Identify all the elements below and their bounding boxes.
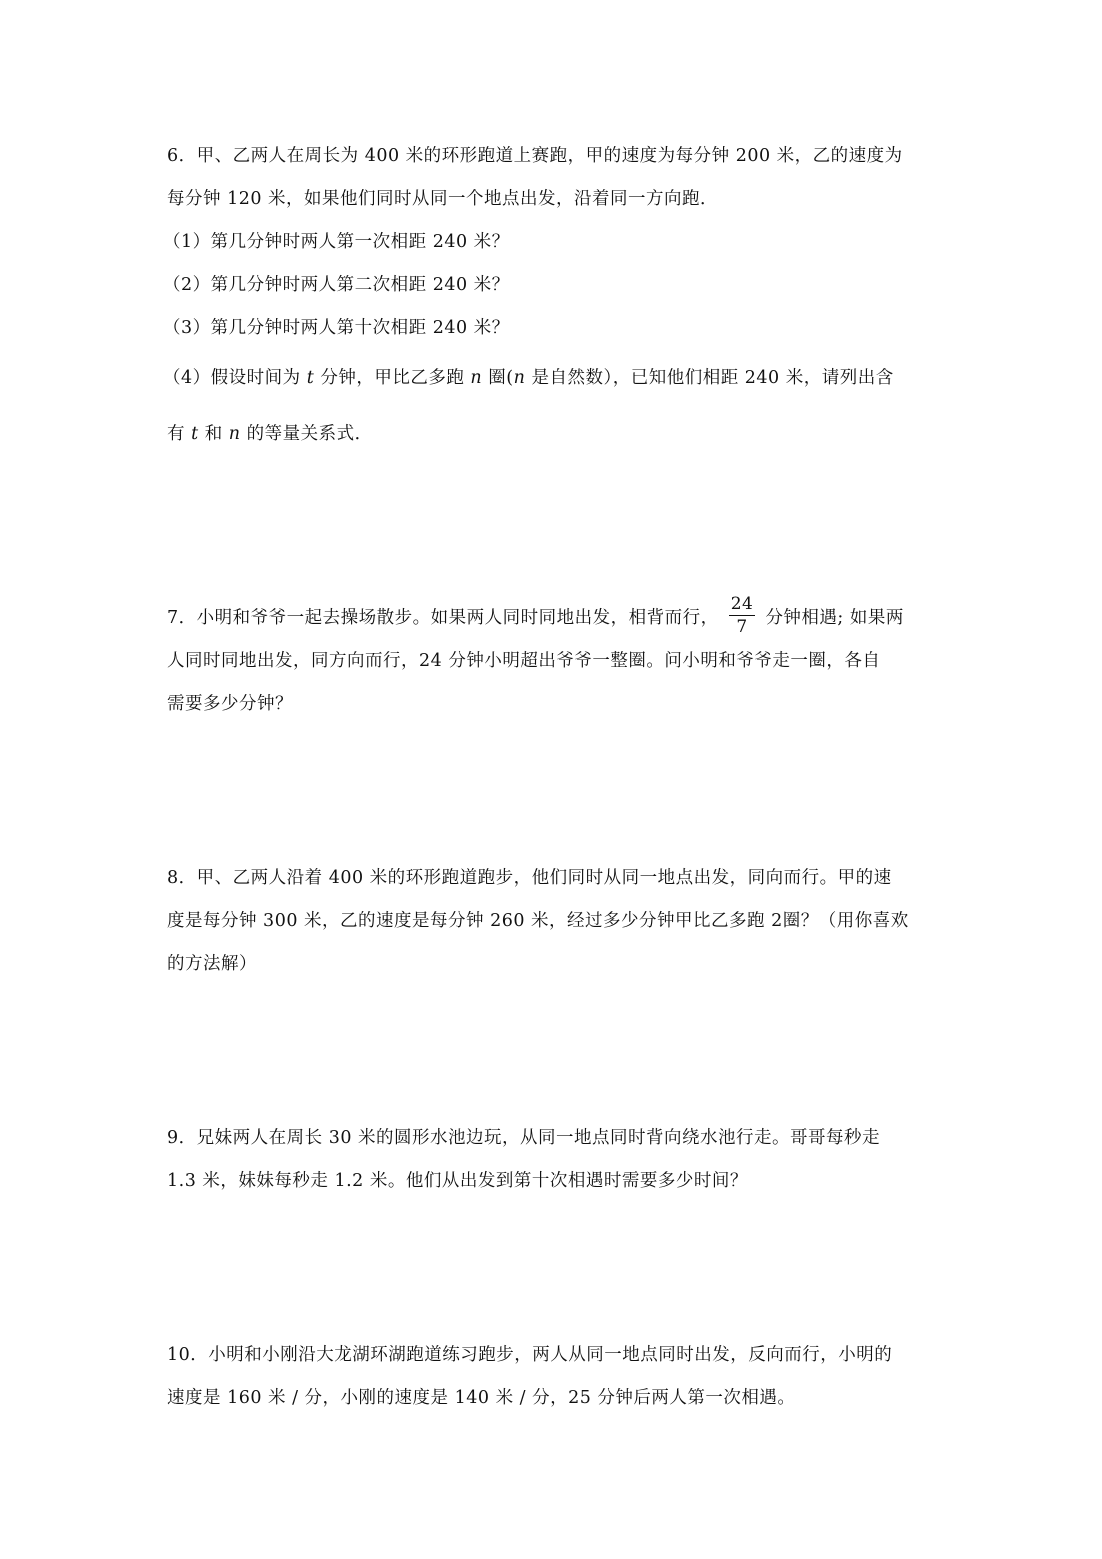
- q7-text-a: 7．小明和爷爷一起去操场散步。如果两人同时同地出发，相背而行，: [167, 608, 719, 628]
- q10-line-1: 10．小明和小刚沿大龙湖环湖跑道练习跑步，两人从同一地点同时出发，反向而行，小明的: [167, 1345, 893, 1365]
- q6-sub4-text-c: 圈(: [488, 368, 514, 388]
- q6-sub4-text-a: （4）假设时间为: [163, 368, 301, 388]
- variable-t: t: [191, 424, 199, 444]
- q10-line-2: 速度是 160 米 / 分，小刚的速度是 140 米 / 分，25 分钟后两人第一次相遇。: [167, 1388, 796, 1408]
- q8-line-2: 度是每分钟 300 米，乙的速度是每分钟 260 米，经过多少分钟甲比乙多跑 2圈？（用你喜欢: [167, 911, 909, 931]
- q8-line-3: 的方法解）: [167, 954, 257, 974]
- q8-line-1: 8．甲、乙两人沿着 400 米的环形跑道跑步，他们同时从同一地点出发，同向而行。甲的速: [167, 868, 892, 888]
- q7-text-b: 分钟相遇; 如果两: [765, 608, 904, 628]
- q9-line-1: 9．兄妹两人在周长 30 米的圆形水池边玩，从同一地点同时背向绕水池行走。哥哥每秒走: [167, 1128, 881, 1148]
- q6-sub-2: （2）第几分钟时两人第二次相距 240 米？: [163, 275, 510, 295]
- variable-n: n: [470, 368, 483, 388]
- q6-line-last: [167, 422, 373, 446]
- q6-last-text-c: 的等量关系式．: [246, 424, 373, 444]
- q6-sub4-text-d: 是自然数），已知他们相距 240 米，请列出含: [531, 368, 894, 388]
- fraction: [729, 593, 756, 638]
- fraction-numerator: 24: [730, 594, 754, 614]
- q6-last-text-a: 有: [167, 424, 185, 444]
- q6-line-1: 6．甲、乙两人在周长为 400 米的环形跑道上赛跑，甲的速度为每分钟 200 米，乙的速度为: [167, 146, 903, 166]
- fraction-denominator: 7: [736, 617, 748, 637]
- variable-n: n: [513, 368, 526, 388]
- q6-line-2: 每分钟 120 米，如果他们同时从同一个地点出发，沿着同一方向跑．: [167, 189, 719, 209]
- q6-sub-1: （1）第几分钟时两人第一次相距 240 米？: [163, 232, 510, 252]
- q6-sub-4: [163, 366, 894, 390]
- q9-line-2: 1.3 米，妹妹每秒走 1.2 米。他们从出发到第十次相遇时需要多少时间？: [167, 1171, 748, 1191]
- q6-sub-3: （3）第几分钟时两人第十次相距 240 米？: [163, 318, 510, 338]
- q6-sub4-text-b: 分钟，甲比乙多跑: [320, 368, 465, 388]
- variable-t: t: [306, 368, 315, 388]
- q7-line-3: 需要多少分钟？: [167, 694, 293, 714]
- q6-last-text-b: 和: [204, 424, 223, 444]
- q7-line-1: [167, 596, 904, 641]
- variable-n: n: [228, 424, 241, 444]
- q7-line-2: 人同时同地出发，同方向而行，24 分钟小明超出爷爷一整圈。问小明和爷爷走一圈，各自: [167, 651, 881, 671]
